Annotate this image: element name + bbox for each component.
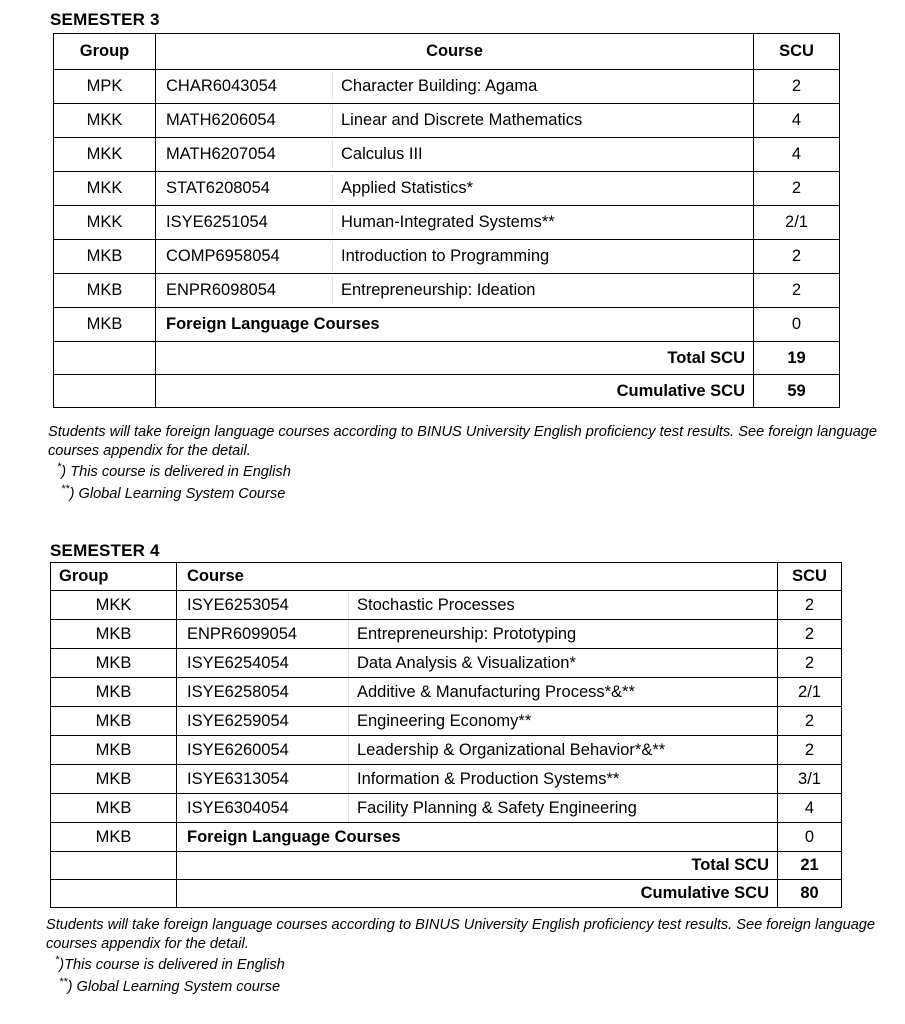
table-row [51, 678, 842, 707]
cell-scu [778, 678, 842, 707]
cell-scu [778, 794, 842, 823]
course-name: Calculus III [332, 141, 753, 168]
cell-group [54, 172, 156, 206]
cell-group [51, 591, 177, 620]
cell-group [51, 765, 177, 794]
cell-course [156, 172, 754, 206]
group-label: MKB [86, 247, 123, 265]
double-star-text: ) Global Learning System course [67, 978, 281, 995]
group-label: MKB [95, 769, 132, 788]
scu-value: 2 [804, 711, 815, 730]
table-row [51, 765, 842, 794]
cell-total-label [156, 375, 754, 408]
cell-scu [754, 308, 840, 342]
course-code: ISYE6304054 [187, 798, 289, 817]
cell-scu [754, 70, 840, 104]
course-name: Data Analysis & Visualization* [348, 650, 777, 677]
cell-scu [754, 138, 840, 172]
table-row [54, 104, 840, 138]
single-star-mark: * [55, 954, 60, 967]
cell-group [51, 707, 177, 736]
scu-value: 2/1 [798, 682, 821, 701]
course-code: STAT6208054 [166, 179, 270, 197]
scu-value: 3/1 [798, 769, 821, 788]
scu-value: 4 [791, 145, 802, 163]
semester-3-footnotes [48, 423, 888, 503]
cell-course [177, 678, 778, 707]
course-name: Stochastic Processes [348, 592, 777, 619]
cell-course [156, 274, 754, 308]
course-code: CHAR6043054 [166, 77, 277, 95]
cell-group [51, 794, 177, 823]
section-title-semester-4: SEMESTER 4 [50, 541, 160, 560]
single-star-text: )This course is delivered in English [59, 957, 285, 974]
cell-course [177, 591, 778, 620]
section-title-semester-3: SEMESTER 3 [50, 10, 160, 29]
course-name: Linear and Discrete Mathematics [332, 107, 753, 134]
cell-total-label [156, 342, 754, 375]
course-code: COMP6958054 [166, 247, 280, 265]
cell-group-empty [54, 375, 156, 408]
course-code: ISYE6260054 [187, 740, 289, 759]
cell-course [156, 240, 754, 274]
footnote-single-star [46, 953, 892, 975]
footnote-double-star [46, 975, 892, 997]
scu-value: 2/1 [785, 213, 808, 231]
cell-group-empty [54, 342, 156, 375]
course-name: Entrepreneurship: Ideation [332, 277, 753, 304]
table-row [54, 70, 840, 104]
course-code: ISYE6251054 [166, 213, 268, 231]
cell-total-value [754, 342, 840, 375]
cell-scu [778, 736, 842, 765]
cell-group [51, 678, 177, 707]
single-star-mark: * [57, 461, 62, 474]
course-code: ISYE6259054 [187, 711, 289, 730]
table-row [51, 649, 842, 678]
cell-scu [754, 172, 840, 206]
cell-group-empty [51, 880, 177, 908]
course-code: ENPR6099054 [187, 624, 298, 643]
group-label: MKK [86, 111, 123, 129]
cell-group [51, 736, 177, 765]
semester-3-table [53, 33, 840, 408]
scu-value: 2 [791, 247, 802, 265]
course-name: Information & Production Systems** [348, 766, 777, 793]
scu-value: 4 [791, 111, 802, 129]
footnote-paragraph: Students will take foreign language courses according to BINUS University English proficiency test results. See foreign language courses appendix for the detail. [48, 424, 878, 459]
cell-total-label [177, 880, 778, 908]
course-code: MATH6207054 [166, 145, 276, 163]
scu-value: 2 [804, 624, 815, 643]
scu-value: 2 [791, 77, 802, 95]
group-label: MKK [86, 179, 123, 197]
total-label: Total SCU [691, 856, 769, 874]
cell-total-label [177, 852, 778, 880]
scu-value: 2 [791, 179, 802, 197]
total-value: 19 [787, 348, 806, 367]
course-code: ISYE6254054 [187, 653, 289, 672]
total-value: 80 [800, 884, 819, 902]
table-total-row [51, 852, 842, 880]
group-label: MKB [95, 798, 132, 817]
cell-course [156, 70, 754, 104]
table-row [51, 591, 842, 620]
total-label: Cumulative SCU [640, 884, 769, 902]
cell-scu [778, 620, 842, 649]
total-value: 21 [800, 856, 819, 874]
cell-total-value [778, 852, 842, 880]
double-star-mark: ** [59, 975, 68, 988]
scu-value: 2 [804, 595, 815, 614]
table-row [54, 240, 840, 274]
cell-total-value [754, 375, 840, 408]
course-name: Engineering Economy** [348, 708, 777, 735]
table-header-row [51, 563, 842, 591]
footnote-single-star [48, 460, 888, 482]
group-label: MKB [95, 711, 132, 730]
course-name: Introduction to Programming [332, 243, 753, 270]
group-label: MKB [95, 682, 132, 701]
scu-value: 2 [804, 653, 815, 672]
cell-course [156, 308, 754, 342]
single-star-text: ) This course is delivered in English [61, 464, 291, 481]
cell-course [177, 736, 778, 765]
cell-course [177, 765, 778, 794]
scu-value: 0 [804, 827, 815, 846]
cell-course [177, 794, 778, 823]
course-name: Foreign Language Courses [166, 315, 380, 333]
course-code: MATH6206054 [166, 111, 276, 129]
column-header-group: Group [51, 563, 177, 591]
course-name: Entrepreneurship: Prototyping [348, 621, 777, 648]
course-name: Applied Statistics* [332, 175, 753, 202]
course-name: Character Building: Agama [332, 73, 753, 100]
group-label: MKK [95, 595, 132, 614]
course-name: Additive & Manufacturing Process*&** [348, 679, 777, 706]
scu-value: 2 [791, 281, 802, 299]
scu-value: 2 [804, 740, 815, 759]
column-header-course: Course [177, 563, 778, 591]
group-label: MKB [86, 281, 123, 299]
semester-4-table [50, 562, 842, 908]
cell-group [54, 206, 156, 240]
cell-group [54, 308, 156, 342]
cell-group [51, 649, 177, 678]
table-total-row [54, 342, 840, 375]
cell-scu [778, 707, 842, 736]
table-row [54, 274, 840, 308]
double-star-mark: ** [61, 482, 70, 495]
scu-value: 0 [791, 315, 802, 333]
column-header-group: Group [54, 34, 156, 70]
footnote-double-star [48, 482, 888, 504]
group-label: MKK [86, 145, 123, 163]
table-header-row [54, 34, 840, 70]
group-label: MPK [86, 77, 123, 95]
double-star-text: ) Global Learning System Course [69, 485, 286, 502]
column-header-scu: SCU [754, 34, 840, 70]
cell-scu [754, 274, 840, 308]
column-header-scu: SCU [778, 563, 842, 591]
group-label: MKB [95, 624, 132, 643]
course-name: Foreign Language Courses [187, 827, 401, 846]
table-row [51, 823, 842, 852]
table-total-row [54, 375, 840, 408]
cell-course [177, 649, 778, 678]
table-row [51, 794, 842, 823]
cell-scu [778, 591, 842, 620]
column-header-course: Course [156, 34, 754, 70]
total-label: Total SCU [667, 348, 745, 367]
group-label: MKB [95, 740, 132, 759]
course-name: Facility Planning & Safety Engineering [348, 795, 777, 822]
course-code: ISYE6253054 [187, 595, 289, 614]
course-name: Leadership & Organizational Behavior*&** [348, 737, 777, 764]
group-label: MKB [95, 653, 132, 672]
cell-total-value [778, 880, 842, 908]
cell-scu [754, 206, 840, 240]
cell-group [54, 70, 156, 104]
group-label: MKK [86, 213, 123, 231]
cell-course [177, 823, 778, 852]
table-total-row [51, 880, 842, 908]
total-value: 59 [787, 381, 806, 400]
cell-group [54, 274, 156, 308]
course-code: ISYE6313054 [187, 769, 289, 788]
cell-course [177, 707, 778, 736]
cell-group [51, 823, 177, 852]
table-row [51, 736, 842, 765]
table-row [54, 206, 840, 240]
table-row [51, 620, 842, 649]
cell-group [51, 620, 177, 649]
total-label: Cumulative SCU [616, 381, 745, 400]
course-code: ENPR6098054 [166, 281, 277, 299]
course-name: Human-Integrated Systems** [332, 209, 753, 236]
cell-group-empty [51, 852, 177, 880]
cell-course [156, 138, 754, 172]
cell-scu [778, 649, 842, 678]
table-row [54, 308, 840, 342]
cell-scu [778, 823, 842, 852]
cell-scu [778, 765, 842, 794]
table-row [54, 138, 840, 172]
cell-scu [754, 240, 840, 274]
footnote-paragraph: Students will take foreign language courses according to BINUS University English proficiency test results. See foreign language courses appendix for the detail. [46, 917, 876, 952]
cell-course [156, 104, 754, 138]
table-row [51, 707, 842, 736]
cell-scu [754, 104, 840, 138]
semester-4-footnotes [46, 916, 892, 996]
group-label: MKB [86, 315, 123, 333]
cell-course [177, 620, 778, 649]
cell-group [54, 138, 156, 172]
scu-value: 4 [804, 798, 815, 817]
cell-course [156, 206, 754, 240]
table-row [54, 172, 840, 206]
cell-group [54, 104, 156, 138]
course-code: ISYE6258054 [187, 682, 289, 701]
cell-group [54, 240, 156, 274]
group-label: MKB [95, 827, 132, 846]
